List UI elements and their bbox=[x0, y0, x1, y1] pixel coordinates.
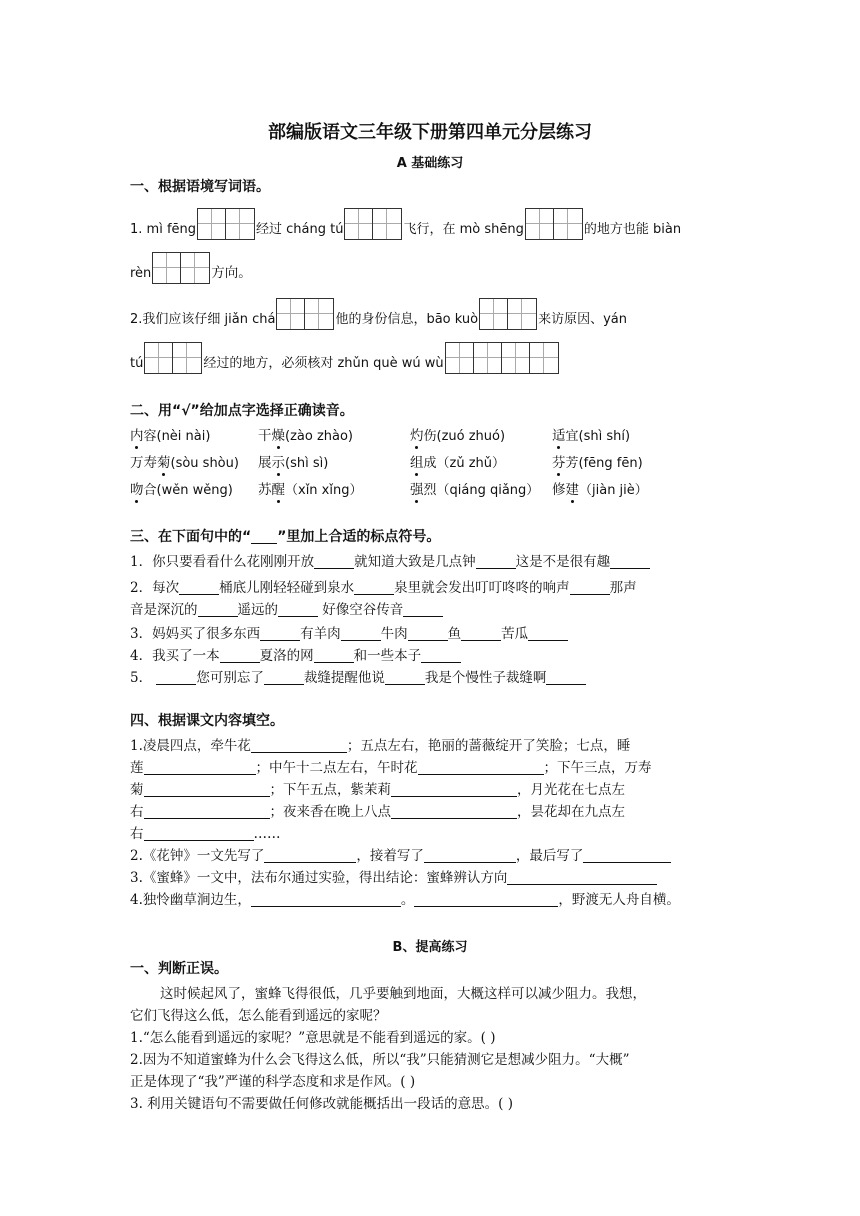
punctuation-blank[interactable] bbox=[546, 670, 586, 685]
punctuation-blank[interactable] bbox=[264, 670, 304, 685]
page-title: 部编版语文三年级下册第四单元分层练习 bbox=[268, 122, 592, 143]
text: 音是深沉的 bbox=[130, 602, 198, 618]
text: 莲 bbox=[130, 760, 144, 776]
pinyin-options: (shì sì) bbox=[285, 456, 329, 471]
pinyin-choice-item[interactable] bbox=[130, 478, 233, 498]
q4-line-7 bbox=[130, 866, 657, 886]
char-grid[interactable] bbox=[144, 342, 202, 374]
char-grid[interactable] bbox=[525, 208, 583, 240]
text: 3.《蜜蜂》一文中，法布尔通过实验，得出结论：蜜蜂辨认方向 bbox=[130, 870, 508, 886]
b1-statement-1: 1.“怎么能看到遥远的家呢？”意思就是不能看到遥远的家。( ) bbox=[130, 1030, 496, 1046]
answer-blank[interactable] bbox=[144, 760, 256, 775]
text: …… bbox=[253, 826, 281, 842]
text: 4.独怜幽草涧边生， bbox=[130, 892, 251, 908]
text: ”里加上合适的标点符号。 bbox=[277, 529, 441, 545]
b1-heading: 一、判断正误。 bbox=[130, 961, 228, 977]
text: 经过 cháng tú bbox=[256, 222, 344, 237]
dotted-character: 适 bbox=[552, 428, 566, 444]
pinyin-choice-item[interactable] bbox=[410, 451, 505, 471]
pinyin-options: 成（zǔ zhǔ） bbox=[423, 456, 505, 471]
text: 桶底儿刚轻轻碰到泉水 bbox=[219, 580, 355, 596]
pinyin-options: 芳(fēng fēn) bbox=[565, 456, 643, 471]
text: 三、在下面句中的“ bbox=[130, 529, 252, 545]
text: 牛肉 bbox=[380, 626, 408, 642]
text: 干 bbox=[258, 428, 272, 444]
text: 那声 bbox=[609, 580, 637, 596]
char-grid[interactable] bbox=[152, 252, 210, 284]
punctuation-blank[interactable] bbox=[403, 602, 443, 617]
text: 菊 bbox=[130, 782, 144, 798]
text: 展 bbox=[258, 455, 272, 471]
punctuation-blank[interactable] bbox=[220, 648, 260, 663]
pinyin-choice-item[interactable] bbox=[258, 424, 353, 444]
q1-line-1 bbox=[130, 208, 681, 240]
text: 您可别忘了 bbox=[196, 670, 264, 686]
text: ；下午五点，紫茉莉 bbox=[269, 782, 391, 798]
char-grid[interactable] bbox=[479, 298, 537, 330]
pinyin-options: (zào zhào) bbox=[285, 429, 354, 444]
pinyin-choice-item[interactable] bbox=[410, 424, 505, 444]
text: ，接着写了 bbox=[356, 848, 424, 864]
punctuation-blank[interactable] bbox=[385, 670, 425, 685]
punctuation-blank[interactable] bbox=[179, 580, 219, 595]
punctuation-blank[interactable] bbox=[156, 670, 196, 685]
punctuation-blank[interactable] bbox=[341, 626, 381, 641]
text: 和一些本子 bbox=[353, 648, 422, 664]
q1-line-4 bbox=[130, 342, 560, 374]
text: ，昙花却在九点左 bbox=[517, 804, 625, 820]
answer-blank[interactable] bbox=[391, 782, 517, 797]
text: ，最后写了 bbox=[515, 848, 584, 864]
answer-blank[interactable] bbox=[251, 738, 347, 753]
q1-line-3 bbox=[130, 298, 627, 330]
punctuation-blank[interactable] bbox=[528, 626, 568, 641]
text: ；五点左右，艳丽的蔷薇绽开了笑脸；七点，睡 bbox=[346, 738, 631, 754]
pinyin-choice-item[interactable] bbox=[552, 424, 630, 444]
dotted-character: 燥 bbox=[271, 428, 285, 444]
dotted-character: 灼 bbox=[410, 428, 424, 444]
dotted-character: 强 bbox=[410, 482, 424, 498]
b1-passage-2: 它们飞得这么低，怎么能看到遥远的家呢？ bbox=[130, 1008, 387, 1024]
text: 2.我们应该仔细 jiǎn chá bbox=[130, 312, 276, 327]
text: 泉里就会发出叮叮咚咚的响声 bbox=[394, 580, 570, 596]
text: 方向。 bbox=[211, 265, 252, 281]
char-grid[interactable] bbox=[445, 342, 559, 374]
text: 苏 bbox=[258, 482, 272, 498]
pinyin-options: （xǐn xǐng） bbox=[285, 483, 363, 498]
q4-line-8 bbox=[130, 888, 680, 908]
text: 3．妈妈买了很多东西 bbox=[130, 626, 261, 642]
text: 修 bbox=[552, 482, 566, 498]
pinyin-options: （jiàn jiè） bbox=[579, 483, 648, 498]
pinyin-options: 伤(zuó zhuó) bbox=[423, 429, 506, 444]
dotted-character: 吻 bbox=[130, 482, 144, 498]
punctuation-blank[interactable] bbox=[421, 648, 461, 663]
dotted-character: 芬 bbox=[552, 455, 566, 471]
text: ，月光花在七点左 bbox=[517, 782, 625, 798]
section-b-title: B、提高练习 bbox=[392, 940, 468, 955]
q3-line bbox=[130, 666, 586, 686]
text: 的地方也能 biàn bbox=[583, 222, 682, 237]
q3-line bbox=[130, 550, 650, 570]
text: 裁缝提醒他说 bbox=[303, 670, 385, 686]
char-grid[interactable] bbox=[344, 208, 402, 240]
punctuation-blank[interactable] bbox=[314, 648, 354, 663]
pinyin-choice-item[interactable] bbox=[552, 451, 643, 471]
answer-blank[interactable] bbox=[264, 848, 356, 863]
answer-blank[interactable] bbox=[144, 782, 270, 797]
punctuation-blank[interactable] bbox=[570, 580, 610, 595]
b1-statement-2a: 2.因为不知道蜜蜂为什么会飞得这么低，所以“我”只能猜测它是想减少阻力。“大概” bbox=[130, 1052, 630, 1068]
text: 2.《花钟》一文先写了 bbox=[130, 848, 265, 864]
punctuation-blank[interactable] bbox=[260, 626, 300, 641]
text: 5． bbox=[130, 670, 157, 686]
text: 好像空谷传音 bbox=[318, 602, 404, 618]
punctuation-blank[interactable] bbox=[610, 554, 650, 569]
text: rèn bbox=[130, 266, 152, 281]
q4-line-4 bbox=[130, 800, 625, 820]
q3-line bbox=[130, 576, 637, 596]
answer-blank[interactable] bbox=[251, 892, 401, 907]
pinyin-choice-item[interactable] bbox=[410, 478, 539, 498]
pinyin-options: 容(nèi nài) bbox=[143, 429, 211, 444]
text: ，野渡无人舟自横。 bbox=[558, 892, 680, 908]
text: 夏洛的网 bbox=[259, 648, 314, 664]
text: 这是不是很有趣 bbox=[515, 554, 611, 570]
text: 经过的地方，必须核对 zhǔn què wú wù bbox=[203, 356, 444, 371]
q1-heading: 一、根据语境写词语。 bbox=[130, 179, 270, 195]
text: ；中午十二点左右，午时花 bbox=[255, 760, 418, 776]
pinyin-options: 烈（qiáng qiǎng） bbox=[423, 483, 540, 498]
pinyin-choice-item[interactable] bbox=[552, 478, 648, 498]
text: 1．你只要看看什么花刚刚开放 bbox=[130, 554, 315, 570]
answer-blank[interactable] bbox=[507, 870, 657, 885]
text: ；夜来香在晚上八点 bbox=[269, 804, 391, 820]
punctuation-blank[interactable] bbox=[476, 554, 516, 569]
text: 右 bbox=[130, 804, 144, 820]
q3-line bbox=[130, 598, 443, 618]
text: 苦瓜 bbox=[501, 626, 529, 642]
answer-blank[interactable] bbox=[414, 892, 558, 907]
text: 万寿 bbox=[130, 455, 157, 471]
pinyin-options: 合(wěn wěng) bbox=[143, 483, 233, 498]
pinyin-choice-item[interactable] bbox=[258, 478, 362, 498]
blank bbox=[251, 529, 277, 544]
q3-line bbox=[130, 622, 568, 642]
text: 有羊肉 bbox=[300, 626, 341, 642]
q2-heading: 二、用“√”给加点字选择正确读音。 bbox=[130, 403, 354, 419]
q4-heading: 四、根据课文内容填空。 bbox=[130, 713, 284, 729]
q4-line-3 bbox=[130, 778, 625, 798]
b1-statement-3: 3. 利用关键语句不需要做任何修改就能概括出一段话的意思。( ) bbox=[130, 1096, 513, 1112]
dotted-character: 内 bbox=[130, 428, 144, 444]
text: 右 bbox=[130, 826, 144, 842]
q4-line-2 bbox=[130, 756, 652, 776]
b1-statement-2b: 正是体现了“我”严谨的科学态度和求是作风。( ) bbox=[130, 1074, 416, 1090]
q4-line-1 bbox=[130, 734, 630, 754]
pinyin-options: (sòu shòu) bbox=[170, 456, 239, 471]
q4-line-5 bbox=[130, 822, 281, 842]
answer-blank[interactable] bbox=[424, 848, 516, 863]
pinyin-choice-item[interactable] bbox=[258, 451, 328, 471]
punctuation-blank[interactable] bbox=[278, 602, 318, 617]
dotted-character: 组 bbox=[410, 455, 424, 471]
text: 来访原因、yán bbox=[538, 312, 627, 327]
answer-blank[interactable] bbox=[583, 848, 671, 863]
dotted-character: 示 bbox=[271, 455, 285, 471]
text: 1.凌晨四点，牵牛花 bbox=[130, 738, 251, 754]
section-a-title: A 基础练习 bbox=[396, 156, 464, 171]
q4-line-6 bbox=[130, 844, 671, 864]
pinyin-options: 宜(shì shí) bbox=[565, 429, 631, 444]
b1-passage-1: 这时候起风了，蜜蜂飞得很低，几乎要触到地面，大概这样可以减少阻力。我想， bbox=[160, 986, 646, 1002]
answer-blank[interactable] bbox=[391, 804, 517, 819]
answer-blank[interactable] bbox=[144, 826, 254, 841]
punctuation-blank[interactable] bbox=[198, 602, 238, 617]
text: 遥远的 bbox=[237, 602, 278, 618]
dotted-character: 醒 bbox=[271, 482, 285, 498]
text: 飞行，在 mò shēng bbox=[403, 222, 524, 237]
q1-line-2 bbox=[130, 252, 252, 284]
answer-blank[interactable] bbox=[144, 804, 270, 819]
text: tú bbox=[130, 356, 144, 371]
text: 我是个慢性子裁缝啊 bbox=[424, 670, 547, 686]
punctuation-blank[interactable] bbox=[461, 626, 501, 641]
q3-heading bbox=[130, 526, 440, 546]
char-grid[interactable] bbox=[276, 298, 334, 330]
text: 就知道大致是几点钟 bbox=[354, 554, 476, 570]
text: ；下午三点，万寿 bbox=[543, 760, 652, 776]
text: 1. mì fēng bbox=[130, 222, 197, 237]
punctuation-blank[interactable] bbox=[314, 554, 354, 569]
text: 他的身份信息，bāo kuò bbox=[335, 312, 479, 327]
text: 鱼 bbox=[447, 626, 462, 642]
pinyin-choice-item[interactable] bbox=[130, 424, 210, 444]
punctuation-blank[interactable] bbox=[354, 580, 394, 595]
text: 。 bbox=[400, 892, 415, 908]
pinyin-choice-item[interactable] bbox=[130, 451, 239, 471]
punctuation-blank[interactable] bbox=[408, 626, 448, 641]
text: 4．我买了一本 bbox=[130, 648, 220, 664]
dotted-character: 菊 bbox=[157, 455, 171, 471]
char-grid[interactable] bbox=[197, 208, 255, 240]
text: 2．每次 bbox=[130, 580, 180, 596]
answer-blank[interactable] bbox=[418, 760, 544, 775]
dotted-character: 建 bbox=[565, 482, 579, 498]
q3-line bbox=[130, 644, 461, 664]
